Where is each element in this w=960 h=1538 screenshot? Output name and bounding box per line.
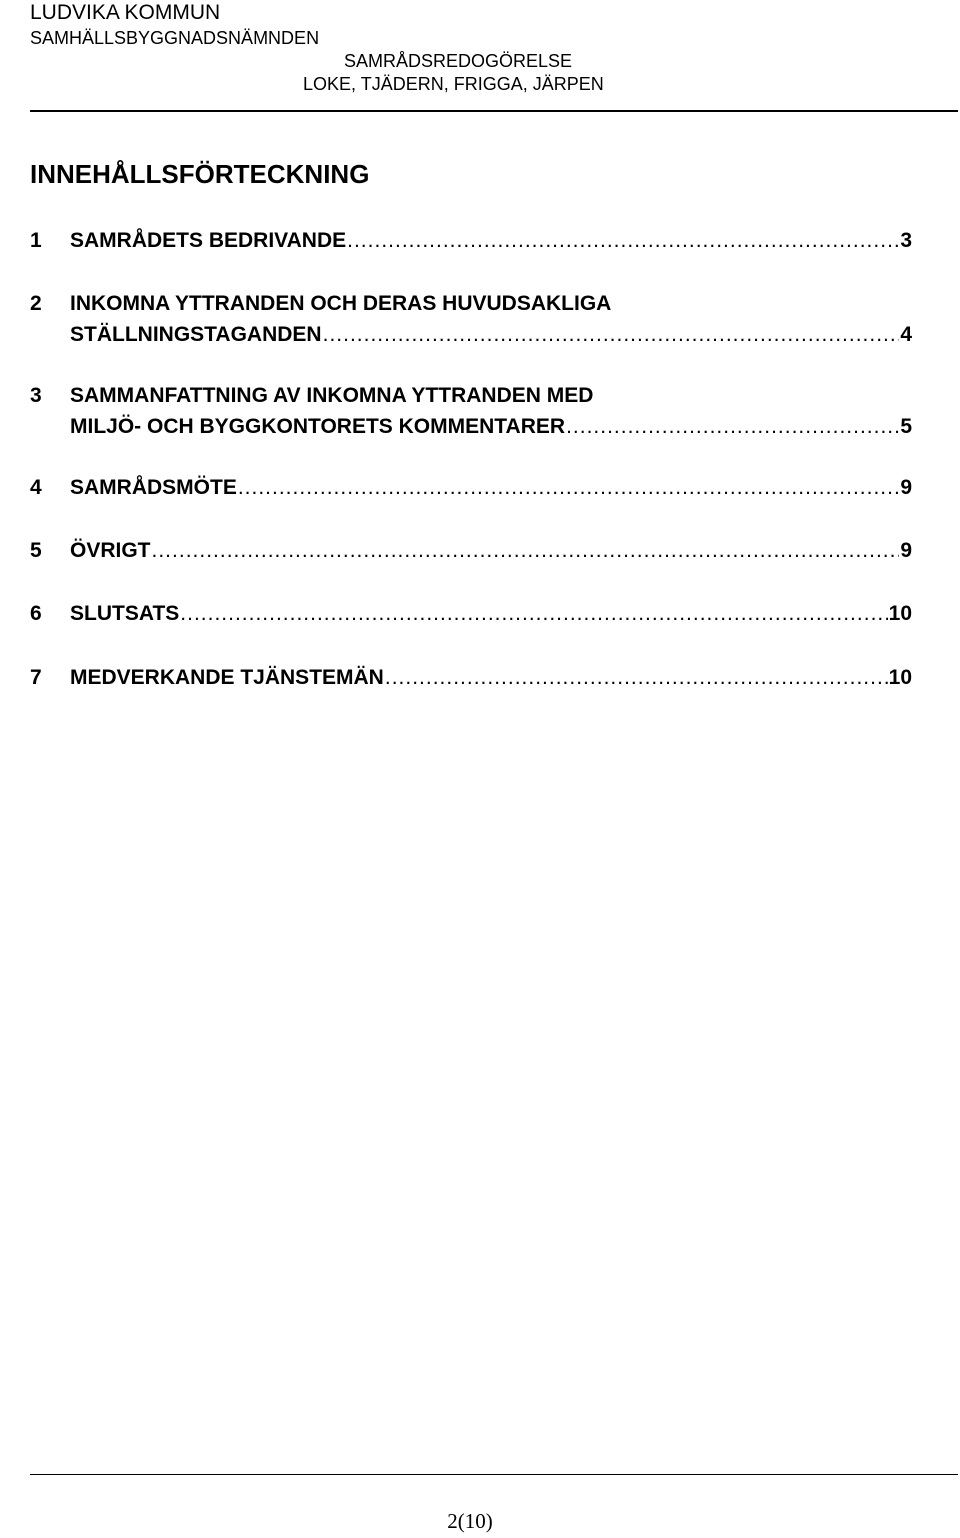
toc-entry-number: 7 bbox=[30, 666, 42, 689]
toc-entry-title: ÖVRIGT bbox=[70, 539, 151, 562]
toc-entry-1[interactable] bbox=[30, 225, 912, 256]
toc-entry-3[interactable] bbox=[30, 380, 912, 442]
toc-title: INNEHÅLLSFÖRTECKNING bbox=[30, 159, 370, 189]
toc-entry-2[interactable] bbox=[30, 288, 912, 350]
dot-leader bbox=[180, 598, 887, 629]
toc-entry-6[interactable] bbox=[30, 598, 912, 629]
toc-entry-page: 10 bbox=[888, 602, 912, 625]
toc-entry-number: 3 bbox=[30, 384, 42, 407]
toc-entry-title: SLUTSATS bbox=[70, 602, 180, 625]
toc-entry-page: 3 bbox=[900, 229, 912, 252]
toc-entry-number: 2 bbox=[30, 292, 42, 315]
header-divider bbox=[30, 110, 958, 112]
dot-leader bbox=[238, 472, 899, 503]
toc-entry-title-continued: STÄLLNINGSTAGANDEN bbox=[70, 323, 322, 346]
toc-entry-page: 5 bbox=[900, 415, 912, 438]
dot-leader bbox=[152, 535, 900, 566]
toc-entry-number: 6 bbox=[30, 602, 42, 625]
toc-entry-title: INKOMNA YTTRANDEN OCH DERAS HUVUDSAKLIGA bbox=[70, 292, 612, 315]
toc-entry-title: SAMRÅDSMÖTE bbox=[70, 476, 237, 499]
toc-entry-5[interactable] bbox=[30, 535, 912, 566]
organization-name: LUDVIKA KOMMUN bbox=[30, 1, 221, 24]
dot-leader bbox=[566, 411, 899, 442]
toc-entry-title: SAMRÅDETS BEDRIVANDE bbox=[70, 229, 347, 252]
footer-divider bbox=[30, 1474, 958, 1475]
dot-leader bbox=[347, 225, 899, 256]
toc-entry-page: 4 bbox=[900, 323, 912, 346]
toc-entry-page: 10 bbox=[888, 666, 912, 689]
toc-entry-4[interactable] bbox=[30, 472, 912, 503]
page-number: 2(10) bbox=[447, 1509, 493, 1533]
document-type: SAMRÅDSREDOGÖRELSE bbox=[344, 51, 573, 71]
committee-name: SAMHÄLLSBYGGNADSNÄMNDEN bbox=[30, 28, 320, 48]
toc-entry-title: MEDVERKANDE TJÄNSTEMÄN bbox=[70, 666, 384, 689]
toc-entry-page: 9 bbox=[900, 476, 912, 499]
toc-entry-number: 5 bbox=[30, 539, 42, 562]
document-subject: LOKE, TJÄDERN, FRIGGA, JÄRPEN bbox=[303, 74, 604, 94]
toc-entry-7[interactable] bbox=[30, 662, 912, 693]
toc-entry-title-continued: MILJÖ- OCH BYGGKONTORETS KOMMENTARER bbox=[70, 415, 566, 438]
toc-entry-page: 9 bbox=[900, 539, 912, 562]
toc-entry-title: SAMMANFATTNING AV INKOMNA YTTRANDEN MED bbox=[70, 384, 594, 407]
dot-leader bbox=[385, 662, 888, 693]
page-header bbox=[0, 0, 960, 112]
dot-leader bbox=[323, 319, 900, 350]
toc-entry-number: 4 bbox=[30, 476, 42, 499]
toc-entry-number: 1 bbox=[30, 229, 42, 252]
